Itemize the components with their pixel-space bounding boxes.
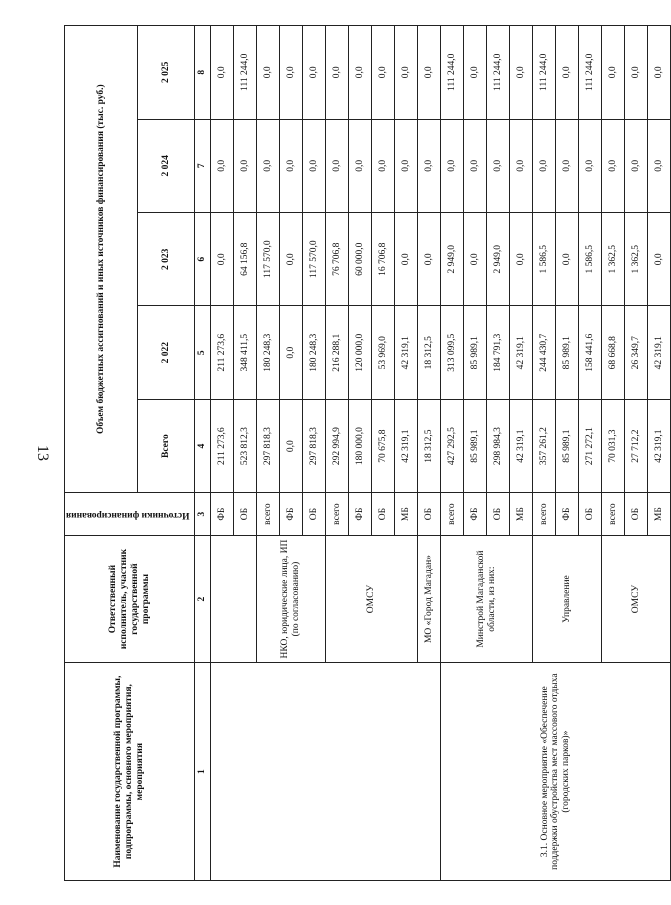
value-cell: 0,0 [602,26,625,120]
header-program-name: Наименование государственной программы, подпрограммы, основного мероприятия, мероприятия [65,663,195,881]
source-cell: ОБ [579,493,602,535]
header-year: 2 024 [138,119,195,212]
value-cell: 1 586,5 [533,213,556,306]
value-cell: 0,0 [579,119,602,212]
value-cell: 42 319,1 [510,399,533,492]
source-cell: МБ [648,493,671,535]
value-cell: 18 312,5 [418,399,441,492]
value-cell: 211 273,6 [211,399,234,492]
column-index: 3 [195,493,211,535]
column-index: 6 [195,213,211,306]
value-cell: 117 570,0 [257,213,280,306]
program-name-cell: 3.1. Основное мероприятие «Обеспечение поддержки обустройства мест массового отдыха (городских парков)» [441,663,671,881]
value-cell: 0,0 [418,119,441,212]
value-cell: 0,0 [510,213,533,306]
value-cell: 0,0 [280,119,303,212]
source-cell: ОБ [372,493,395,535]
source-cell: всего [441,493,464,535]
value-cell: 70 675,8 [372,399,395,492]
header-funding: Объем бюджетных ассигнований и иных источников финансирования (тыс. руб.) [65,26,138,493]
value-cell: 0,0 [648,213,671,306]
value-cell: 0,0 [280,213,303,306]
source-cell: ФБ [556,493,579,535]
value-cell: 0,0 [257,119,280,212]
executor-cell: ОМСУ [602,535,671,662]
source-cell: всего [257,493,280,535]
page-number: 13 [34,445,51,461]
header-year: 2 022 [138,306,195,399]
source-cell: ОБ [234,493,257,535]
value-cell: 26 349,7 [625,306,648,399]
value-cell: 60 000,0 [349,213,372,306]
executor-cell: МО «Город Магадан» [418,535,441,662]
value-cell: 53 969,0 [372,306,395,399]
value-cell: 111 244,0 [234,26,257,120]
value-cell: 180 248,3 [303,306,326,399]
value-cell: 70 031,3 [602,399,625,492]
value-cell: 0,0 [487,119,510,212]
executor-cell: Минстрой Магаданской области, из них: [441,535,533,662]
value-cell: 292 994,9 [326,399,349,492]
value-cell: 27 712,2 [625,399,648,492]
column-index: 4 [195,399,211,492]
column-index: 7 [195,119,211,212]
value-cell: 297 818,3 [257,399,280,492]
value-cell: 0,0 [326,119,349,212]
value-cell: 42 319,1 [395,306,418,399]
value-cell: 111 244,0 [533,26,556,120]
value-cell: 0,0 [349,26,372,120]
column-index: 8 [195,26,211,120]
value-cell: 0,0 [418,26,441,120]
value-cell: 0,0 [280,306,303,399]
value-cell: 0,0 [280,399,303,492]
value-cell: 0,0 [234,119,257,212]
source-cell: ФБ [464,493,487,535]
value-cell: 0,0 [211,213,234,306]
value-cell: 216 288,1 [326,306,349,399]
value-cell: 0,0 [395,213,418,306]
value-cell: 120 000,0 [349,306,372,399]
header-source [65,493,195,535]
value-cell: 18 312,5 [418,306,441,399]
source-cell: ФБ [349,493,372,535]
value-cell: 523 812,3 [234,399,257,492]
source-cell: МБ [510,493,533,535]
value-cell: 2 949,0 [441,213,464,306]
value-cell: 0,0 [211,119,234,212]
value-cell: 0,0 [602,119,625,212]
value-cell: 0,0 [464,213,487,306]
header-year: 2 023 [138,213,195,306]
value-cell: 0,0 [441,119,464,212]
value-cell: 427 292,5 [441,399,464,492]
rotated-table-container [64,25,664,881]
value-cell: 0,0 [510,119,533,212]
value-cell: 211 273,6 [211,306,234,399]
header-year: 2 025 [138,26,195,120]
value-cell: 184 791,3 [487,306,510,399]
value-cell: 0,0 [464,26,487,120]
value-cell: 0,0 [372,119,395,212]
value-cell: 16 706,8 [372,213,395,306]
header-executor: Ответственный исполнитель, участник государственной программы [65,535,195,662]
value-cell: 348 411,5 [234,306,257,399]
source-cell: всего [533,493,556,535]
value-cell: 0,0 [556,119,579,212]
source-cell: ФБ [280,493,303,535]
value-cell: 2 949,0 [487,213,510,306]
value-cell: 42 319,1 [395,399,418,492]
value-cell: 1 586,5 [579,213,602,306]
source-cell: ОБ [487,493,510,535]
column-index: 5 [195,306,211,399]
value-cell: 85 989,1 [556,306,579,399]
value-cell: 85 989,1 [464,399,487,492]
value-cell: 85 989,1 [464,306,487,399]
value-cell: 297 818,3 [303,399,326,492]
value-cell: 0,0 [556,213,579,306]
source-cell: ФБ [211,493,234,535]
value-cell: 298 984,3 [487,399,510,492]
column-index: 2 [195,535,211,662]
value-cell: 0,0 [418,213,441,306]
value-cell: 0,0 [395,119,418,212]
executor-cell: Управление [533,535,602,662]
value-cell: 42 319,1 [648,306,671,399]
value-cell: 42 319,1 [648,399,671,492]
value-cell: 1 362,5 [625,213,648,306]
value-cell: 0,0 [303,26,326,120]
executor-cell: НКО, юридические лица, ИП (по согласованию) [257,535,326,662]
header-source-text: Источники финансирования [66,509,190,520]
value-cell: 180 000,0 [349,399,372,492]
header-year: Всего [138,399,195,492]
value-cell: 0,0 [372,26,395,120]
executor-cell: ОМСУ [326,535,418,662]
program-name-cell [211,663,441,881]
value-cell: 117 570,0 [303,213,326,306]
executor-cell [211,535,257,662]
value-cell: 244 430,7 [533,306,556,399]
value-cell: 111 244,0 [579,26,602,120]
value-cell: 42 319,1 [510,306,533,399]
value-cell: 0,0 [280,26,303,120]
value-cell: 0,0 [510,26,533,120]
value-cell: 0,0 [395,26,418,120]
value-cell: 0,0 [303,119,326,212]
value-cell: 0,0 [625,119,648,212]
value-cell: 111 244,0 [487,26,510,120]
value-cell: 271 272,1 [579,399,602,492]
source-cell: всего [326,493,349,535]
value-cell: 68 668,8 [602,306,625,399]
value-cell: 0,0 [326,26,349,120]
value-cell: 357 261,2 [533,399,556,492]
value-cell: 1 362,5 [602,213,625,306]
source-cell: ОБ [625,493,648,535]
funding-table [64,25,671,881]
source-cell: всего [602,493,625,535]
value-cell: 0,0 [349,119,372,212]
value-cell: 0,0 [625,26,648,120]
value-cell: 180 248,3 [257,306,280,399]
value-cell: 64 156,8 [234,213,257,306]
value-cell: 158 441,6 [579,306,602,399]
value-cell: 85 989,1 [556,399,579,492]
value-cell: 0,0 [211,26,234,120]
value-cell: 0,0 [648,119,671,212]
source-cell: ОБ [418,493,441,535]
column-index: 1 [195,663,211,881]
value-cell: 0,0 [257,26,280,120]
value-cell: 111 244,0 [441,26,464,120]
source-cell: МБ [395,493,418,535]
source-cell: ОБ [303,493,326,535]
value-cell: 0,0 [533,119,556,212]
value-cell: 0,0 [464,119,487,212]
value-cell: 313 099,5 [441,306,464,399]
value-cell: 0,0 [556,26,579,120]
value-cell: 0,0 [648,26,671,120]
value-cell: 76 706,8 [326,213,349,306]
